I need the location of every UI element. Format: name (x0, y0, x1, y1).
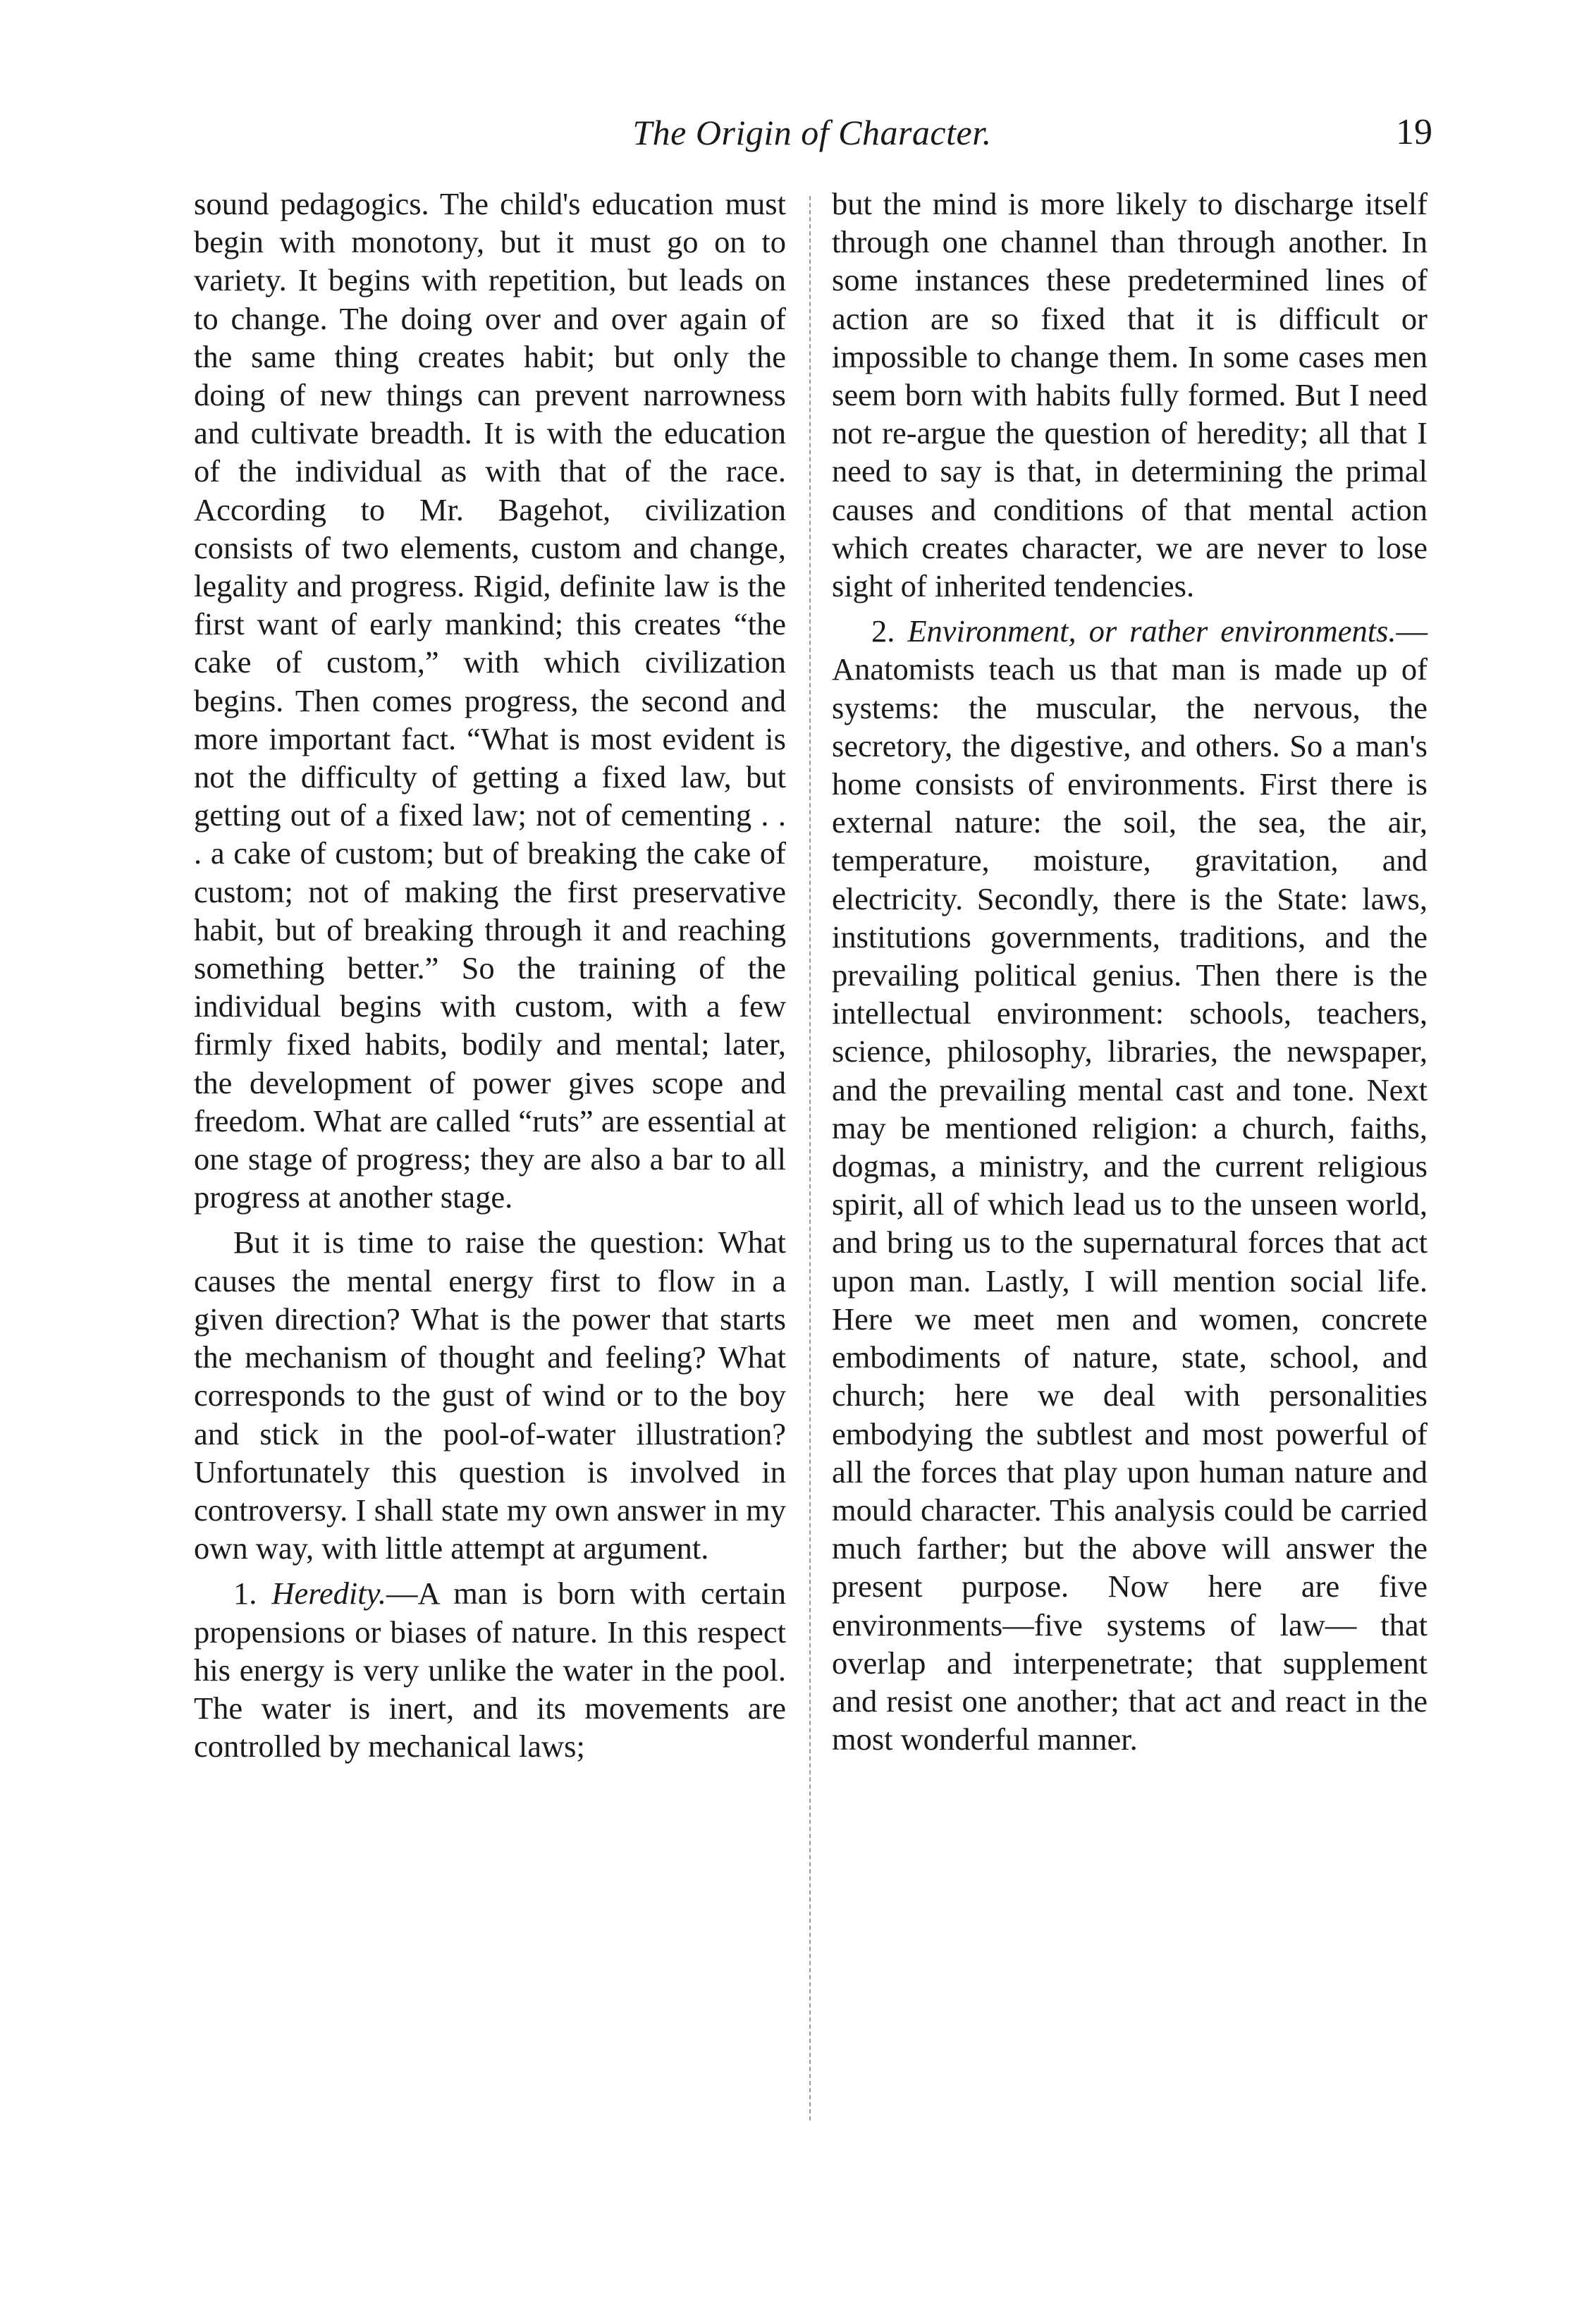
running-head (192, 104, 1432, 161)
right-column (832, 185, 1428, 1758)
section-text: —A man is born with certain propensions or biases of nature. In this respect his energy is very unlike the water in the pool. The water is inert, and its movements are controlled by mechanical laws; (194, 1576, 786, 1764)
paragraph-heredity (194, 1574, 786, 1765)
section-text: —Anatomists teach us that man is made up of systems: the muscular, the nervous, the secretory, the digestive, and others. So a man's home consists of environments. First there is external nature: the soil, the sea, the air, temperature, moisture, gravitation, and electricity. Secondly, there is the State: laws, institutions governments, traditions, and the prevailing political genius. Then there is the intellectual environment: schools, teachers, science, philosophy, libraries, the newspaper, and the prevailing mental cast and tone. Next may be mentioned religion: a church, faiths, dogmas, a ministry, and the current religious spirit, all of which lead us to the unseen world, and bring us to the supernatural forces that act upon man. Lastly, I will mention social life. Here we meet men and women, concrete embodiments of nature, state, school, and church; here we deal with personalities embodying the subtlest and most powerful of all the forces that play upon human nature and mould character. This analysis could be carried much farther; but the above will answer the present purpose. Now here are five environments—five systems of law— that overlap and interpenetrate; that supplement and resist one another; that act and react in the most wonderful manner. (832, 613, 1428, 1757)
paragraph-environment (832, 612, 1428, 1758)
section-heading: Heredity. (271, 1576, 387, 1612)
section-number: 2. (871, 613, 908, 649)
page-number: 19 (1396, 112, 1432, 152)
column-divider (809, 196, 811, 2120)
running-title: The Origin of Character. (632, 113, 992, 152)
section-heading: Environment, or rather environments. (907, 613, 1396, 649)
section-number: 1. (233, 1576, 272, 1612)
paragraph: But it is time to raise the question: What causes the mental energy first to flow in a given direction? What is the power that starts the mechanism of thought and feeling? What corresponds to the gust of wind or to the boy and stick in the pool-of-water illustration? Unfortunately this question is involved in controversy. I shall state my own answer in my own way, with little attempt at argument. (194, 1224, 786, 1566)
paragraph: but the mind is more likely to discharge itself through one channel than through another. In some instances these predetermined lines of action are so fixed that it is difficult or impossible to change them. In some cases men seem born with habits fully formed. But I need not re-argue the question of heredity; all that I need to say is that, in determining the primal causes and conditions of that mental action which creates character, we are never to lose sight of inherited tendencies. (832, 186, 1428, 604)
left-column (194, 185, 786, 1765)
paragraph: sound pedagogics. The child's education must begin with monotony, but it must go on to variety. It begins with repetition, but leads on to change. The doing over and over again of the same thing creates habit; but only the doing of new things can prevent narrowness and cultivate breadth. It is with the education of the individual as with that of the race. According to Mr. Bagehot, civilization consists of two elements, custom and change, legality and progress. Rigid, definite law is the first want of early mankind; this creates “the cake of custom,” with which civilization begins. Then comes progress, the second and more important fact. “What is most evident is not the difficulty of getting a fixed law, but getting out of a fixed law; not of cementing . . . a cake of custom; but of breaking the cake of custom; not of making the first preservative habit, but of breaking through it and reaching something better.” So the training of the individual begins with custom, with a few firmly fixed habits, bodily and mental; later, the development of power gives scope and freedom. What are called “ruts” are essential at one stage of progress; they are also a bar to all progress at another stage. (194, 186, 786, 1215)
